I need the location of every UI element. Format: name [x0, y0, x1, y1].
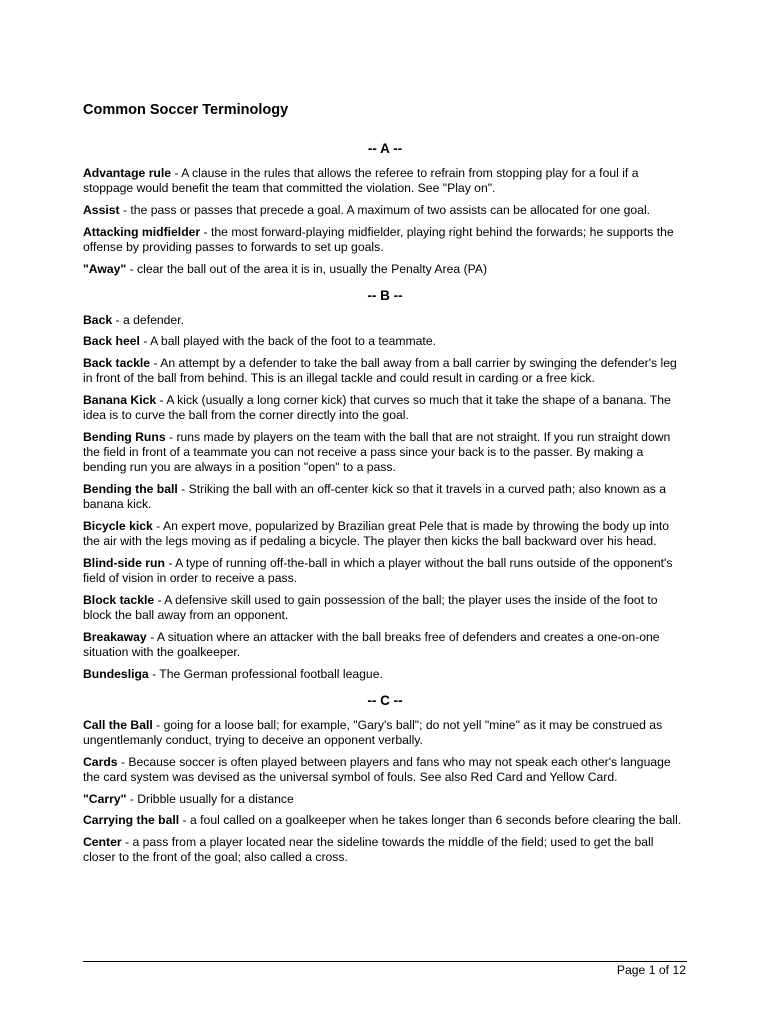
section-b [83, 287, 687, 682]
glossary-term: Cards [83, 754, 118, 769]
glossary-term: Back tackle [83, 356, 151, 371]
glossary-definition: - runs made by players on the team with the ball that are not straight. If you run straight down the field in front of a teammate you can not receive a pass since your back is to the passer. By making a bending run you are always in a position "open" to a pass. [83, 429, 671, 475]
glossary-entry [83, 667, 687, 682]
glossary-term: Back heel [83, 334, 140, 349]
glossary-term: Bicycle kick [83, 518, 153, 533]
glossary-definition: - Dribble usually for a distance [126, 791, 294, 806]
footer-divider [83, 961, 687, 962]
glossary-entry [83, 334, 687, 349]
glossary-entry [83, 718, 687, 748]
section-heading: -- B -- [367, 287, 403, 303]
section-heading: -- C -- [367, 692, 403, 708]
glossary-term: Attacking midfielder [83, 224, 201, 239]
glossary-definition: - A clause in the rules that allows the referee to refrain from stopping play for a foul if a stoppage would benefit the team that committed the violation. See "Play on". [83, 166, 639, 196]
glossary-entry [83, 519, 687, 549]
glossary-definition: - A ball played with the back of the foot to a teammate. [139, 334, 436, 349]
section-heading: -- A -- [367, 141, 403, 156]
glossary-term: Advantage rule [83, 166, 172, 180]
glossary-term: Bending Runs [83, 429, 166, 444]
glossary-entry [83, 792, 687, 807]
glossary-term: Carrying the ball [83, 813, 180, 828]
glossary-definition: - the most forward-playing midfielder, playing right behind the forwards; he supports the offense by providing passes to forwards to set up goals. [83, 224, 674, 254]
glossary-term: Assist [83, 202, 120, 217]
glossary-term: Back [83, 312, 113, 327]
glossary-entry [83, 482, 687, 512]
glossary-entry [83, 356, 687, 386]
section-c [83, 692, 687, 866]
glossary-entry [83, 313, 687, 328]
glossary-entry [83, 556, 687, 586]
document-title: Common Soccer Terminology [83, 102, 289, 118]
glossary-entry [83, 203, 687, 218]
glossary-entry [83, 593, 687, 623]
glossary-definition: - Because soccer is often played between players and fans who may not speak each other's language the card system was devised as the universal symbol of fouls. See also Red Card and Yellow Card. [83, 754, 671, 784]
glossary-definition: - a pass from a player located near the sideline towards the middle of the field; used to get the ball closer to the front of the goal; also called a cross. [83, 835, 654, 865]
glossary-definition: - clear the ball out of the area it is in, usually the Penalty Area (PA) [126, 261, 488, 276]
glossary-term: Block tackle [83, 592, 155, 607]
glossary-entry [83, 430, 687, 476]
glossary-entry [83, 813, 687, 828]
glossary-entry [83, 225, 687, 255]
glossary-definition: - going for a loose ball; for example, "Gary's ball"; do not yell "mine" as it may be construed as ungentlemanly conduct, trying to deceive an opponent verbally. [83, 717, 663, 747]
glossary-term: Bending the ball [83, 482, 178, 497]
glossary-definition: - A kick (usually a long corner kick) that curves so much that it take the shape of a banana. The idea is to curve the ball from the corner directly into the goal. [83, 393, 671, 423]
glossary-entry [83, 755, 687, 785]
glossary-term: Blind-side run [83, 555, 165, 570]
glossary-definition: - the pass or passes that precede a goal. A maximum of two assists can be allocated for one goal. [119, 202, 651, 217]
glossary-term: Bundesliga [83, 666, 149, 681]
section-a [83, 140, 687, 277]
glossary-entry [83, 630, 687, 660]
glossary-definition: - A defensive skill used to gain possession of the ball; the player uses the inside of the foot to block the ball away from an opponent. [83, 592, 658, 622]
glossary-definition: - Striking the ball with an off-center kick so that it travels in a curved path; also known as a banana kick. [83, 482, 666, 512]
glossary-definition: - The German professional football league. [148, 666, 383, 681]
glossary-term: "Carry" [83, 791, 127, 806]
glossary-entry [83, 262, 687, 277]
glossary-entry [83, 166, 687, 196]
glossary-entry [83, 393, 687, 423]
glossary-term: Banana Kick [83, 393, 157, 408]
glossary-term: Call the Ball [83, 717, 153, 732]
glossary-term: Center [83, 835, 122, 849]
glossary-term: Breakaway [83, 629, 147, 644]
page-number: Page 1 of 12 [616, 963, 686, 977]
glossary-term: "Away" [83, 261, 127, 276]
glossary-definition: - a foul called on a goalkeeper when he takes longer than 6 seconds before clearing the ball. [179, 813, 682, 828]
glossary-entry [83, 835, 687, 865]
glossary-definition: - A type of running off-the-ball in which a player without the ball runs outside of the opponent's field of vision in order to receive a pass. [83, 555, 673, 586]
glossary-definition: - An attempt by a defender to take the ball away from a ball carrier by swinging the defender's leg in front of the ball from behind. This is an illegal tackle and could result in carding or a free kick. [83, 356, 677, 386]
glossary-definition: - A situation where an attacker with the ball breaks free of defenders and creates a one-on-one situation with the goalkeeper. [83, 629, 660, 659]
glossary-definition: - An expert move, popularized by Brazilian great Pele that is made by throwing the body up into the air with the legs moving as if pedaling a bicycle. The player then kicks the ball backward over his head. [83, 518, 670, 549]
glossary-definition: - a defender. [112, 312, 184, 327]
document-page [83, 100, 687, 872]
